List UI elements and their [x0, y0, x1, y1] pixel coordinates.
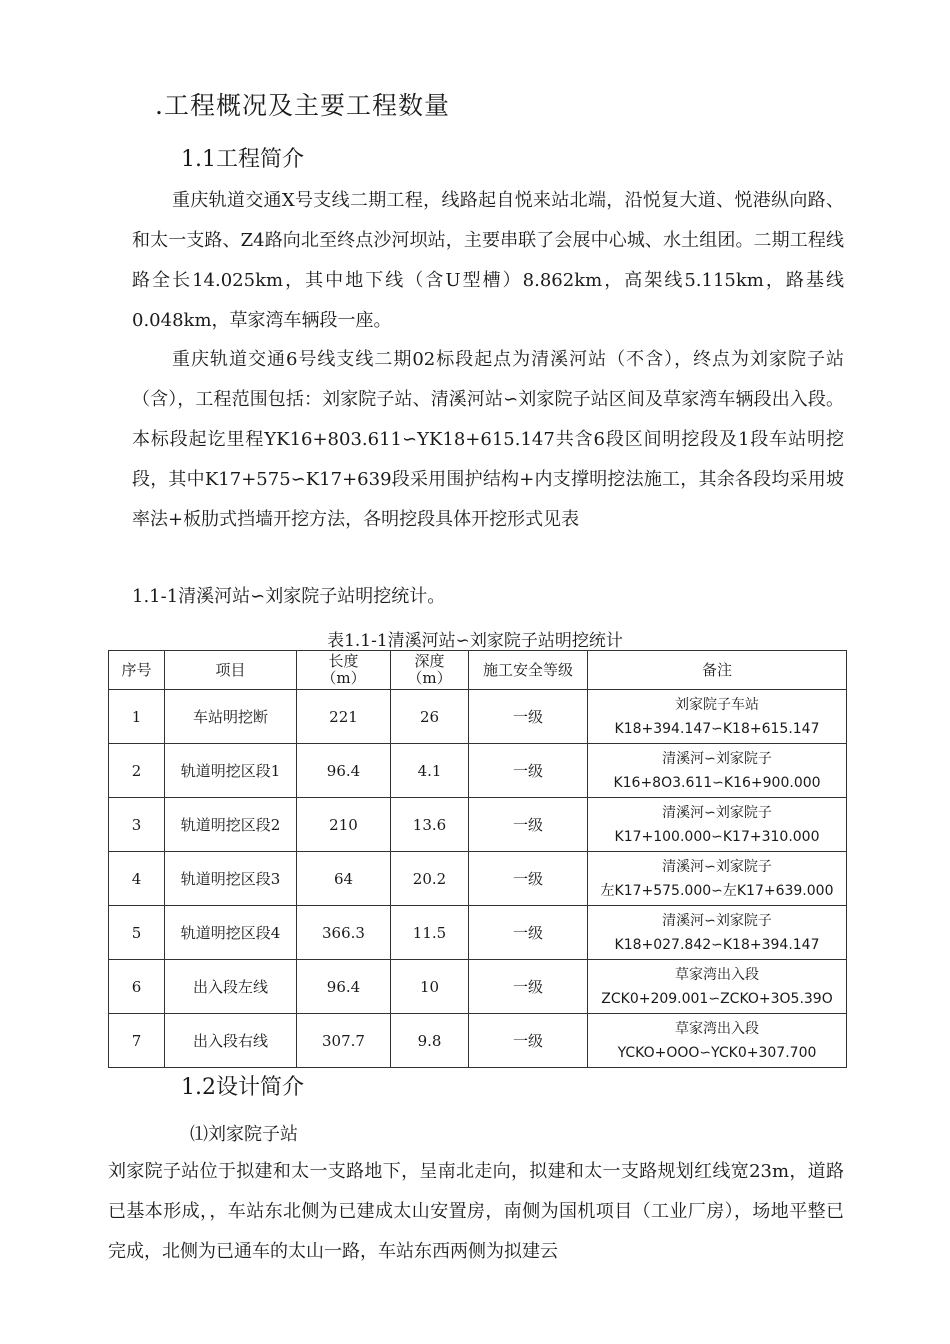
cell-item: 轨道明挖区段4: [165, 906, 297, 960]
cell-no: 6: [109, 960, 165, 1014]
cell-item: 轨道明挖区段3: [165, 852, 297, 906]
table-header-row: [109, 651, 847, 690]
cell-length: 366.3: [297, 906, 391, 960]
note-line-1: 刘家院子车站: [675, 696, 759, 713]
table-row: [109, 1014, 847, 1068]
header-length: [297, 651, 391, 690]
header-depth-label: 深度: [414, 652, 445, 670]
cell-item: 轨道明挖区段2: [165, 798, 297, 852]
cell-depth: 10: [391, 960, 469, 1014]
cell-length: 96.4: [297, 744, 391, 798]
cell-no: 1: [109, 690, 165, 744]
section-title-design: 1.2设计简介: [181, 1075, 304, 1100]
cell-length: 96.4: [297, 960, 391, 1014]
note-line-1: 草家湾出入段: [675, 966, 759, 983]
note-line-1: 清溪河∽刘家院子: [662, 858, 772, 875]
cell-grade: 一级: [469, 960, 588, 1014]
cell-grade: 一级: [469, 690, 588, 744]
cell-depth: 20.2: [391, 852, 469, 906]
note-line-2: 左K17+575.000∽左K17+639.000: [600, 882, 834, 899]
cell-grade: 一级: [469, 1014, 588, 1068]
subsection-title: ⑴刘家院子站: [190, 1124, 298, 1145]
table-reference: 1.1-1清溪河站∽刘家院子站明挖统计。: [132, 586, 446, 607]
cell-note: [588, 744, 847, 798]
header-no: 序号: [109, 651, 165, 690]
header-grade: 施工安全等级: [469, 651, 588, 690]
cell-no: 3: [109, 798, 165, 852]
note-line-2: K18+394.147∽K18+615.147: [614, 720, 820, 737]
header-item: 项目: [165, 651, 297, 690]
cell-depth: 26: [391, 690, 469, 744]
note-line-1: 清溪河∽刘家院子: [662, 912, 772, 929]
cell-item: 车站明挖断: [165, 690, 297, 744]
cell-depth: 4.1: [391, 744, 469, 798]
cell-length: 307.7: [297, 1014, 391, 1068]
header-note: 备注: [588, 651, 847, 690]
excavation-table: [108, 650, 847, 1068]
cell-grade: 一级: [469, 906, 588, 960]
note-line-2: K18+027.842∽K18+394.147: [614, 936, 820, 953]
section-title-intro: 1.1工程简介: [181, 147, 304, 172]
header-depth-unit: （m）: [407, 669, 452, 687]
table-row: [109, 744, 847, 798]
intro-paragraph-2: 重庆轨道交通6号线支线二期02标段起点为清溪河站（不含），终点为刘家院子站（含），工程范围包括：刘家院子站、清溪河站∽刘家院子站区间及草家湾车辆段出入段。本标段起讫里程YK16+803.611∽YK18+615.147共含6段区间明挖段及1段车站明挖段，其中K17+575∽K17+639段采用围护结构+内支撑明挖法施工，其余各段均采用坡率法+板肋式挡墙开挖方法，各明挖段具体开挖形式见表: [132, 349, 844, 530]
table-caption: 表1.1-1清溪河站∽刘家院子站明挖统计: [327, 631, 623, 651]
cell-no: 5: [109, 906, 165, 960]
cell-item: 轨道明挖区段1: [165, 744, 297, 798]
cell-note: [588, 960, 847, 1014]
cell-length: 210: [297, 798, 391, 852]
cell-no: 2: [109, 744, 165, 798]
cell-note: [588, 690, 847, 744]
table-row: [109, 798, 847, 852]
cell-grade: 一级: [469, 744, 588, 798]
note-line-1: 清溪河∽刘家院子: [662, 804, 772, 821]
table-row: [109, 690, 847, 744]
table-row: [109, 960, 847, 1014]
cell-depth: 11.5: [391, 906, 469, 960]
note-line-2: YCKO+OOO∽YCK0+307.700: [617, 1044, 817, 1061]
cell-note: [588, 798, 847, 852]
cell-note: [588, 852, 847, 906]
note-line-2: K16+8O3.611∽K16+900.000: [613, 774, 821, 791]
cell-depth: 13.6: [391, 798, 469, 852]
cell-grade: 一级: [469, 798, 588, 852]
cell-length: 64: [297, 852, 391, 906]
header-length-unit: （m）: [321, 669, 366, 687]
header-depth: [391, 651, 469, 690]
header-length-label: 长度: [328, 652, 359, 670]
table-row: [109, 906, 847, 960]
note-line-2: ZCK0+209.001∽ZCKO+3O5.39O: [601, 990, 833, 1007]
note-line-1: 草家湾出入段: [675, 1020, 759, 1037]
cell-length: 221: [297, 690, 391, 744]
cell-no: 4: [109, 852, 165, 906]
cell-no: 7: [109, 1014, 165, 1068]
note-line-2: K17+100.000∽K17+310.000: [614, 828, 820, 845]
cell-note: [588, 1014, 847, 1068]
intro-paragraph-1: 重庆轨道交通X号支线二期工程，线路起自悦来站北端，沿悦复大道、悦港纵向路、和太一支路、Z4路向北至终点沙河坝站，主要串联了会展中心城、水土组团。二期工程线路全长14.025km，其中地下线（含U型槽）8.862km，高架线5.115km，路基线0.048km，草家湾车辆段一座。: [132, 190, 844, 331]
cell-item: 出入段右线: [165, 1014, 297, 1068]
cell-item: 出入段左线: [165, 960, 297, 1014]
cell-grade: 一级: [469, 852, 588, 906]
table-row: [109, 852, 847, 906]
design-paragraph: 刘家院子站位于拟建和太一支路地下，呈南北走向，拟建和太一支路规划红线宽23m，道路已基本形成，，车站东北侧为已建成太山安置房，南侧为国机项目（工业厂房），场地平整已完成，北侧为已通车的太山一路，车站东西两侧为拟建云: [108, 1161, 844, 1262]
cell-note: [588, 906, 847, 960]
note-line-1: 清溪河∽刘家院子: [662, 750, 772, 767]
cell-depth: 9.8: [391, 1014, 469, 1068]
chapter-heading: .工程概况及主要工程数量: [155, 91, 450, 120]
